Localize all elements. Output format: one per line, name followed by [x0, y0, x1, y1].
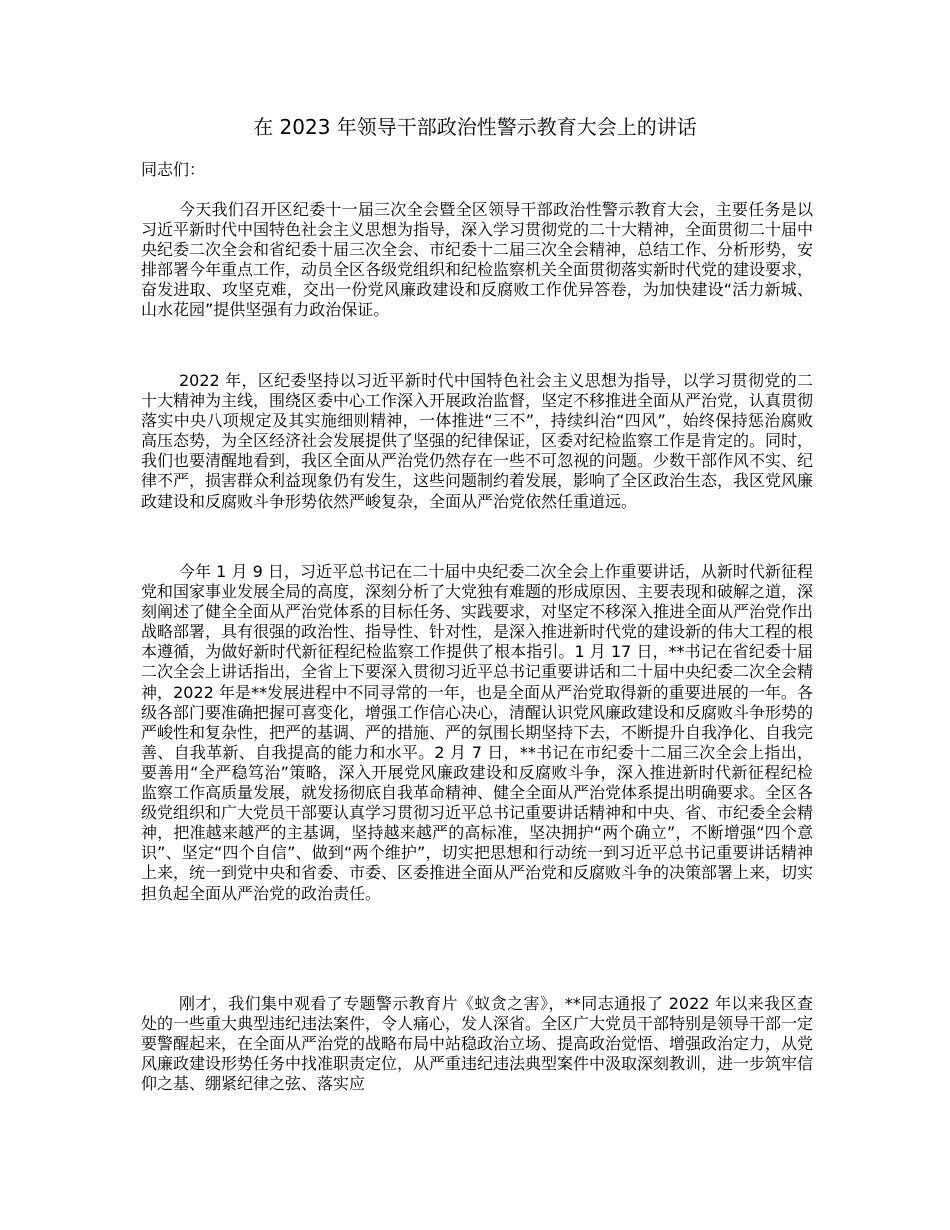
- paragraph-2: 2022 年，区纪委坚持以习近平新时代中国特色社会主义思想为指导，以学习贯彻党的二十大精神为主线，围绕区委中心工作深入开展政治监督，坚定不移推进全面从严治党，认真贯彻落实中央八项规定及其实施细则精神，一体推进“三不”，持续纠治“四风”，始终保持惩治腐败高压态势，为全区经济社会发展提供了坚强的纪律保证，区委对纪检监察工作是肯定的。同时，我们也要清醒地看到，我区全面从严治党仍然存在一些不可忽视的问题。少数干部作风不实、纪律不严，损害群众利益现象仍有发生，这些问题制约着发展，影响了全区政治生态，我区党风廉政建设和反腐败斗争形势依然严峻复杂，全面从严治党依然任重道远。: [141, 371, 814, 511]
- paragraph-3: 今年 1 月 9 日，习近平总书记在二十届中央纪委二次全会上作重要讲话，从新时代新征程党和国家事业发展全局的高度，深刻分析了大党独有难题的形成原因、主要表现和破解之道，深刻阐述了健全全面从严治党体系的目标任务、实践要求，对坚定不移深入推进全面从严治党作出战略部署，具有很强的政治性、指导性、针对性，是深入推进新时代党的建设新的伟大工程的根本遵循，为做好新时代新征程纪检监察工作提供了根本指引。1 月 17 日，**书记在省纪委十届二次全会上讲话指出，全省上下要深入贯彻习近平总书记重要讲话和二十届中央纪委二次全会精神，2022 年是**发展进程中不同寻常的一年，也是全面从严治党取得新的重要进展的一年。各级各部门要准确把握可喜变化，增强工作信心决心，清醒认识党风廉政建设和反腐败斗争形势的严峻性和复杂性，把严的基调、严的措施、严的氛围长期坚持下去，不断提升自我净化、自我完善、自我革新、自我提高的能力和水平。2 月 7 日，**书记在市纪委十二届三次全会上指出，要善用“全严稳笃治”策略，深入开展党风廉政建设和反腐败斗争，深入推进新时代新征程纪检监察工作高质量发展，就发扬彻底自我革命精神、健全全面从严治党体系提出明确要求。全区各级党组织和广大党员干部要认真学习贯彻习近平总书记重要讲话精神和中央、省、市纪委全会精神，把准越来越严的主基调，坚持越来越严的高标准，坚决拥护“两个确立”，不断增强“四个意识”、坚定“四个自信”、做到“两个维护”，切实把思想和行动统一到习近平总书记重要讲话精神上来，统一到党中央和省委、市委、区委推进全面从严治党和反腐败斗争的决策部署上来，切实担负起全面从严治党的政治责任。: [141, 562, 814, 903]
- salutation: 同志们：: [141, 160, 206, 179]
- paragraph-4: 刚才，我们集中观看了专题警示教育片《蚁贪之害》，**同志通报了 2022 年以来我区查处的一些重大典型违纪违法案件，令人痛心，发人深省。全区广大党员干部特别是领导干部一定要警醒起来，在全面从严治党的战略布局中站稳政治立场、提高政治觉悟、增强政治定力，从党风廉政建设形势任务中找准职责定位，从严重违纪违法典型案件中汲取深刻教训，进一步筑牢信仰之基、绷紧纪律之弦、落实应: [141, 994, 814, 1094]
- paragraph-1: 今天我们召开区纪委十一届三次全会暨全区领导干部政治性警示教育大会，主要任务是以习近平新时代中国特色社会主义思想为指导，深入学习贯彻党的二十大精神，全面贯彻二十届中央纪委二次全会和省纪委十届三次全会、市纪委十二届三次全会精神，总结工作、分析形势，安排部署今年重点工作，动员全区各级党组织和纪检监察机关全面贯彻落实新时代党的建设要求，奋发进取、攻坚克难，交出一份党风廉政建设和反腐败工作优异答卷，为加快建设“活力新城、山水花园”提供坚强有力政治保证。: [141, 200, 814, 320]
- document-title: 在 2023 年领导干部政治性警示教育大会上的讲话: [253, 115, 697, 139]
